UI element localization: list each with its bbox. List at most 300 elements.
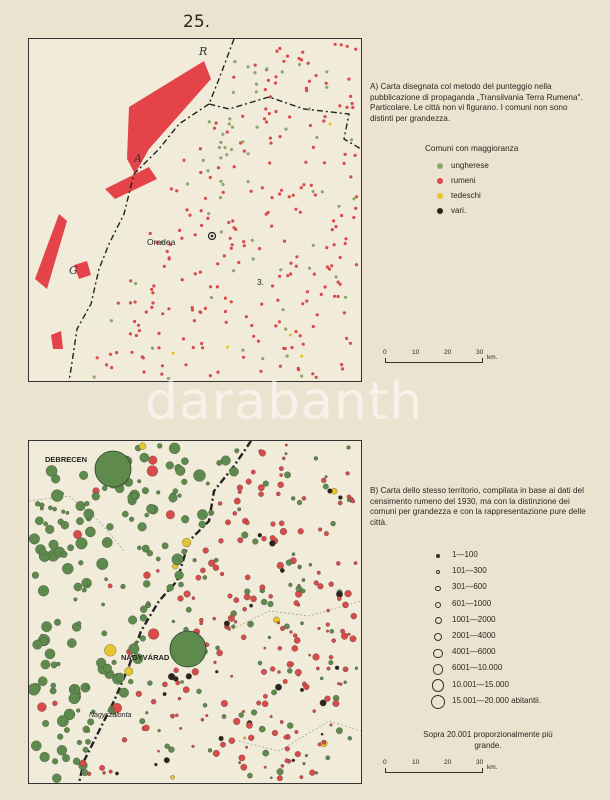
- commune-circle: [182, 549, 187, 554]
- commune-circle: [186, 607, 191, 612]
- commune-circle: [156, 557, 160, 561]
- settlement-dot: [292, 194, 295, 197]
- commune-circle: [103, 664, 111, 672]
- commune-circle: [229, 467, 238, 476]
- settlement-dot: [175, 189, 178, 192]
- oradea-label: Oradea: [147, 237, 176, 247]
- settlement-dot: [221, 133, 224, 136]
- settlement-dot: [300, 355, 303, 358]
- commune-circle: [252, 539, 258, 545]
- commune-circle: [261, 599, 267, 605]
- commune-circle: [291, 662, 294, 665]
- settlement-dot: [300, 186, 303, 189]
- legend-title: Comuni con maggioranza: [425, 144, 519, 153]
- commune-circle: [227, 627, 230, 630]
- settlement-dot: [255, 90, 258, 93]
- settlement-dot: [170, 187, 173, 190]
- settlement-dot: [354, 207, 357, 210]
- commune-circle: [206, 714, 209, 717]
- settlement-dot: [345, 337, 348, 340]
- settlement-dot: [151, 301, 154, 304]
- commune-circle: [337, 682, 340, 685]
- settlement-dot: [341, 367, 344, 370]
- settlement-dot: [283, 240, 286, 243]
- commune-circle: [144, 572, 151, 579]
- commune-circle: [102, 631, 107, 636]
- commune-circle: [73, 530, 81, 538]
- settlement-dot: [354, 48, 357, 51]
- commune-circle: [176, 681, 180, 685]
- commune-circle: [221, 700, 228, 707]
- settlement-dot: [343, 162, 346, 165]
- commune-circle: [345, 590, 352, 597]
- commune-circle: [140, 453, 149, 462]
- region-number: 3.: [257, 277, 265, 287]
- settlement-dot: [209, 374, 212, 377]
- commune-circle: [309, 770, 315, 776]
- commune-circle: [231, 625, 235, 629]
- commune-circle: [287, 723, 293, 729]
- settlement-dot: [184, 363, 187, 366]
- red-band-5: [51, 331, 63, 349]
- commune-circle: [170, 714, 174, 718]
- settlement-dot: [181, 278, 184, 281]
- commune-circle: [238, 490, 242, 494]
- settlement-dot: [223, 254, 226, 257]
- size-legend-label: 1001—2000: [452, 614, 496, 624]
- size-legend-circle: [435, 617, 442, 624]
- commune-circle: [215, 670, 218, 673]
- settlement-dot: [300, 375, 303, 378]
- settlement-dot: [284, 328, 287, 331]
- commune-circle: [300, 622, 303, 625]
- settlement-dot: [221, 183, 224, 186]
- commune-circle: [166, 510, 175, 519]
- settlement-dot: [224, 297, 227, 300]
- settlement-dot: [267, 79, 270, 82]
- settlement-dot: [289, 333, 292, 336]
- commune-circle: [51, 683, 56, 688]
- settlement-dot: [311, 190, 314, 193]
- settlement-dot: [349, 342, 352, 345]
- commune-circle: [77, 621, 81, 625]
- settlement-dot: [137, 324, 140, 327]
- settlement-dot: [117, 302, 120, 305]
- commune-circle: [85, 527, 95, 537]
- settlement-dot: [323, 115, 326, 118]
- commune-circle: [262, 701, 268, 707]
- settlement-dot: [312, 325, 315, 328]
- commune-circle: [285, 746, 290, 751]
- settlement-dot: [225, 153, 228, 156]
- settlement-dot: [265, 67, 268, 70]
- settlement-dot: [323, 161, 326, 164]
- commune-circle: [292, 645, 298, 651]
- settlement-dot: [200, 224, 203, 227]
- settlement-dot: [344, 296, 347, 299]
- settlement-dot: [247, 180, 250, 183]
- size-legend-circle: [433, 649, 442, 658]
- size-note: Sopra 20.001 proporzionalmente più grande.: [423, 730, 553, 750]
- settlement-dot: [351, 106, 354, 109]
- commune-circle: [131, 493, 138, 500]
- commune-circle: [285, 444, 288, 447]
- commune-circle: [249, 604, 252, 607]
- settlement-dot: [307, 62, 310, 65]
- commune-circle: [237, 485, 243, 491]
- settlement-dot: [286, 355, 289, 358]
- commune-circle: [57, 745, 67, 755]
- commune-circle: [297, 500, 302, 505]
- commune-circle: [181, 458, 188, 465]
- settlement-dot: [306, 290, 309, 293]
- commune-circle: [318, 627, 321, 630]
- commune-circle: [197, 509, 207, 519]
- commune-circle: [318, 528, 322, 532]
- commune-circle: [192, 745, 195, 748]
- size-legend-circle: [436, 570, 440, 574]
- commune-circle: [62, 754, 70, 762]
- commune-circle: [192, 597, 195, 600]
- settlement-dot: [252, 335, 255, 338]
- commune-circle: [181, 515, 189, 523]
- commune-circle: [221, 456, 231, 466]
- commune-circle: [192, 668, 199, 675]
- settlement-dot: [279, 135, 282, 138]
- settlement-dot: [206, 169, 209, 172]
- commune-circle: [245, 521, 249, 525]
- commune-circle: [246, 479, 252, 485]
- commune-circle: [298, 528, 304, 534]
- commune-circle: [147, 681, 152, 686]
- settlement-dot: [260, 303, 263, 306]
- commune-circle: [82, 588, 86, 592]
- settlement-dot: [237, 261, 240, 264]
- settlement-dot: [231, 243, 234, 246]
- commune-circle: [52, 701, 57, 706]
- settlement-dot: [209, 176, 212, 179]
- commune-circle: [171, 775, 175, 779]
- settlement-dot: [338, 104, 341, 107]
- commune-circle: [280, 528, 287, 535]
- commune-circle: [238, 537, 244, 543]
- commune-circle: [213, 617, 216, 620]
- settlement-dot: [150, 306, 153, 309]
- commune-circle: [196, 575, 201, 580]
- commune-circle: [203, 703, 207, 707]
- settlement-dot: [279, 268, 282, 271]
- settlement-dot: [253, 71, 256, 74]
- commune-circle: [200, 622, 203, 625]
- commune-circle: [247, 621, 253, 627]
- commune-circle: [233, 511, 237, 515]
- commune-circle: [289, 583, 293, 587]
- settlement-dot: [228, 122, 231, 125]
- commune-circle: [325, 696, 331, 702]
- commune-circle: [125, 667, 133, 675]
- settlement-dot: [226, 130, 229, 133]
- commune-circle: [347, 446, 351, 450]
- size-legend-label: 1—100: [452, 550, 478, 559]
- commune-circle: [74, 583, 82, 591]
- settlement-dot: [305, 300, 308, 303]
- settlement-dot: [231, 219, 234, 222]
- settlement-dot: [233, 60, 236, 63]
- commune-circle: [157, 443, 162, 448]
- commune-circle: [53, 507, 57, 511]
- commune-circle: [309, 563, 312, 566]
- commune-circle: [228, 615, 235, 622]
- size-legend-label: 2001—4000: [452, 631, 496, 640]
- commune-circle: [238, 761, 241, 764]
- commune-circle: [119, 688, 129, 698]
- commune-circle: [178, 582, 183, 587]
- commune-circle: [277, 670, 280, 673]
- settlement-dot: [294, 330, 297, 333]
- nagyvarad-circle: [170, 631, 206, 667]
- commune-circle: [277, 775, 283, 781]
- commune-circle: [87, 729, 90, 732]
- commune-circle: [29, 684, 40, 696]
- commune-circle: [76, 517, 83, 524]
- commune-circle: [218, 502, 222, 506]
- commune-circle: [335, 666, 339, 670]
- settlement-dot: [264, 88, 267, 91]
- commune-circle: [291, 496, 295, 500]
- settlement-dot: [333, 295, 336, 298]
- size-legend-circle: [435, 602, 441, 608]
- settlement-dot: [314, 193, 317, 196]
- red-band-3: [35, 214, 67, 289]
- commune-circle: [121, 584, 126, 589]
- settlement-dot: [194, 272, 197, 275]
- settlement-dot: [297, 368, 300, 371]
- settlement-dot: [279, 365, 282, 368]
- settlement-dot: [129, 332, 132, 335]
- commune-circle: [169, 443, 180, 454]
- settlement-dot: [334, 225, 337, 228]
- commune-circle: [325, 475, 328, 478]
- commune-circle: [268, 601, 274, 607]
- commune-circle: [246, 722, 252, 728]
- settlement-dot: [288, 195, 291, 198]
- settlement-dot: [330, 264, 333, 267]
- settlement-dot: [109, 353, 112, 356]
- settlement-dot: [142, 356, 145, 359]
- commune-circle: [278, 482, 284, 488]
- settlement-dot: [201, 346, 204, 349]
- map-a-canvas: [29, 39, 361, 381]
- commune-circle: [328, 489, 333, 494]
- settlement-dot: [335, 275, 338, 278]
- settlement-dot: [151, 291, 154, 294]
- size-legend-circle: [434, 633, 442, 641]
- settlement-dot: [142, 370, 145, 373]
- size-legend-circle: [432, 679, 444, 691]
- commune-circle: [281, 764, 284, 767]
- commune-circle: [269, 540, 275, 546]
- commune-circle: [214, 661, 217, 664]
- settlement-dot: [206, 217, 209, 220]
- settlement-dot: [216, 371, 219, 374]
- commune-circle: [234, 620, 237, 623]
- settlement-dot: [269, 142, 272, 145]
- commune-circle: [178, 596, 184, 602]
- commune-circle: [186, 673, 192, 679]
- commune-circle: [347, 498, 351, 502]
- settlement-dot: [209, 285, 212, 288]
- commune-circle: [338, 501, 342, 505]
- size-legend-label: 601—1000: [452, 598, 492, 608]
- commune-circle: [104, 578, 107, 581]
- settlement-dot: [349, 95, 352, 98]
- commune-circle: [147, 601, 150, 604]
- commune-circle: [70, 685, 75, 690]
- commune-circle: [128, 679, 133, 684]
- settlement-dot: [286, 274, 289, 277]
- commune-circle: [73, 758, 80, 765]
- commune-circle: [43, 522, 47, 526]
- settlement-dot: [326, 265, 329, 268]
- commune-circle: [233, 718, 240, 725]
- settlement-dot: [252, 257, 255, 260]
- commune-circle: [40, 752, 50, 762]
- settlement-dot: [288, 115, 291, 118]
- settlement-dot: [310, 184, 313, 187]
- commune-circle: [317, 571, 321, 575]
- commune-circle: [163, 692, 167, 696]
- settlement-dot: [344, 242, 347, 245]
- settlement-dot: [354, 154, 357, 157]
- settlement-dot: [351, 102, 354, 105]
- settlement-dot: [294, 208, 297, 211]
- settlement-dot: [231, 126, 234, 129]
- commune-circle: [235, 449, 240, 454]
- settlement-dot: [167, 377, 170, 380]
- settlement-dot: [257, 340, 260, 343]
- commune-circle: [67, 639, 76, 648]
- page-number: 25.: [183, 12, 211, 32]
- commune-circle: [285, 452, 288, 455]
- size-legend-label: 6001—10.000: [452, 663, 503, 673]
- commune-circle: [57, 734, 63, 740]
- settlement-dot: [325, 82, 328, 85]
- settlement-dot: [344, 237, 347, 240]
- commune-circle: [143, 725, 149, 731]
- settlement-dot: [199, 147, 202, 150]
- commune-circle: [111, 707, 114, 710]
- commune-circle: [78, 560, 83, 565]
- commune-circle: [145, 711, 148, 714]
- commune-circle: [174, 668, 179, 673]
- commune-circle: [193, 558, 197, 562]
- caption-a: A) Carta disegnata col metodo del punteggio nella pubblicazione di propaganda „Transilvania Terra Rumena". Particolare. Le città non vi figurano. I comuni non sono distinti per grandezza.: [370, 82, 583, 123]
- settlement-dot: [316, 313, 319, 316]
- settlement-dot: [224, 146, 227, 149]
- settlement-dot: [115, 351, 118, 354]
- settlement-dot: [251, 239, 254, 242]
- commune-circle: [244, 589, 250, 595]
- watermark: darabanth: [145, 372, 424, 432]
- settlement-dot: [232, 91, 235, 94]
- commune-circle: [326, 756, 330, 760]
- commune-circle: [151, 699, 156, 704]
- settlement-dot: [226, 346, 229, 349]
- commune-circle: [140, 636, 146, 642]
- settlement-dot: [133, 320, 136, 323]
- commune-circle: [32, 572, 39, 579]
- commune-circle: [284, 472, 290, 478]
- settlement-dot: [270, 196, 273, 199]
- commune-circle: [45, 649, 55, 659]
- commune-circle: [182, 538, 191, 547]
- commune-circle: [169, 494, 178, 503]
- commune-circle: [85, 501, 90, 506]
- commune-circle: [109, 770, 113, 774]
- commune-circle: [178, 494, 182, 498]
- commune-circle: [348, 633, 351, 636]
- settlement-dot: [320, 293, 323, 296]
- commune-circle: [308, 654, 310, 656]
- state-border-b: [79, 441, 251, 783]
- settlement-dot: [220, 230, 223, 233]
- settlement-dot: [219, 141, 222, 144]
- commune-circle: [294, 637, 300, 643]
- settlement-dot: [308, 107, 311, 110]
- commune-circle: [41, 660, 50, 669]
- commune-circle: [42, 720, 49, 727]
- commune-circle: [305, 754, 308, 757]
- settlement-dot: [129, 279, 132, 282]
- settlement-dot: [222, 191, 225, 194]
- map-b: [28, 440, 362, 784]
- commune-circle: [140, 718, 146, 724]
- settlement-dot: [275, 110, 278, 113]
- settlement-dot: [308, 80, 311, 83]
- settlement-dot: [216, 262, 219, 265]
- commune-circle: [122, 511, 128, 517]
- commune-circle: [326, 630, 329, 633]
- commune-circle: [244, 594, 250, 600]
- nagyvarad-label: NAGYVÁRAD: [121, 653, 170, 662]
- commune-circle: [351, 500, 355, 504]
- commune-circle: [344, 681, 347, 684]
- settlement-dot: [227, 221, 230, 224]
- settlement-dot: [299, 334, 302, 337]
- settlement-dot: [340, 214, 343, 217]
- settlement-dot: [269, 95, 272, 98]
- commune-circle: [300, 775, 303, 778]
- commune-circle: [181, 479, 187, 485]
- commune-circle: [154, 763, 157, 766]
- settlement-dot: [241, 140, 244, 143]
- settlement-dot: [110, 319, 113, 322]
- settlement-dot: [194, 233, 197, 236]
- settlement-dot: [129, 301, 132, 304]
- commune-circle: [194, 470, 206, 482]
- commune-circle: [239, 755, 245, 761]
- settlement-dot: [216, 285, 219, 288]
- commune-circle: [87, 772, 91, 776]
- settlement-dot: [188, 214, 191, 217]
- commune-circle: [167, 584, 174, 591]
- commune-circle: [87, 584, 90, 587]
- settlement-dot: [295, 265, 298, 268]
- settlement-dot: [311, 372, 314, 375]
- commune-circle: [258, 485, 264, 491]
- settlement-dot: [284, 347, 287, 350]
- commune-circle: [134, 641, 138, 645]
